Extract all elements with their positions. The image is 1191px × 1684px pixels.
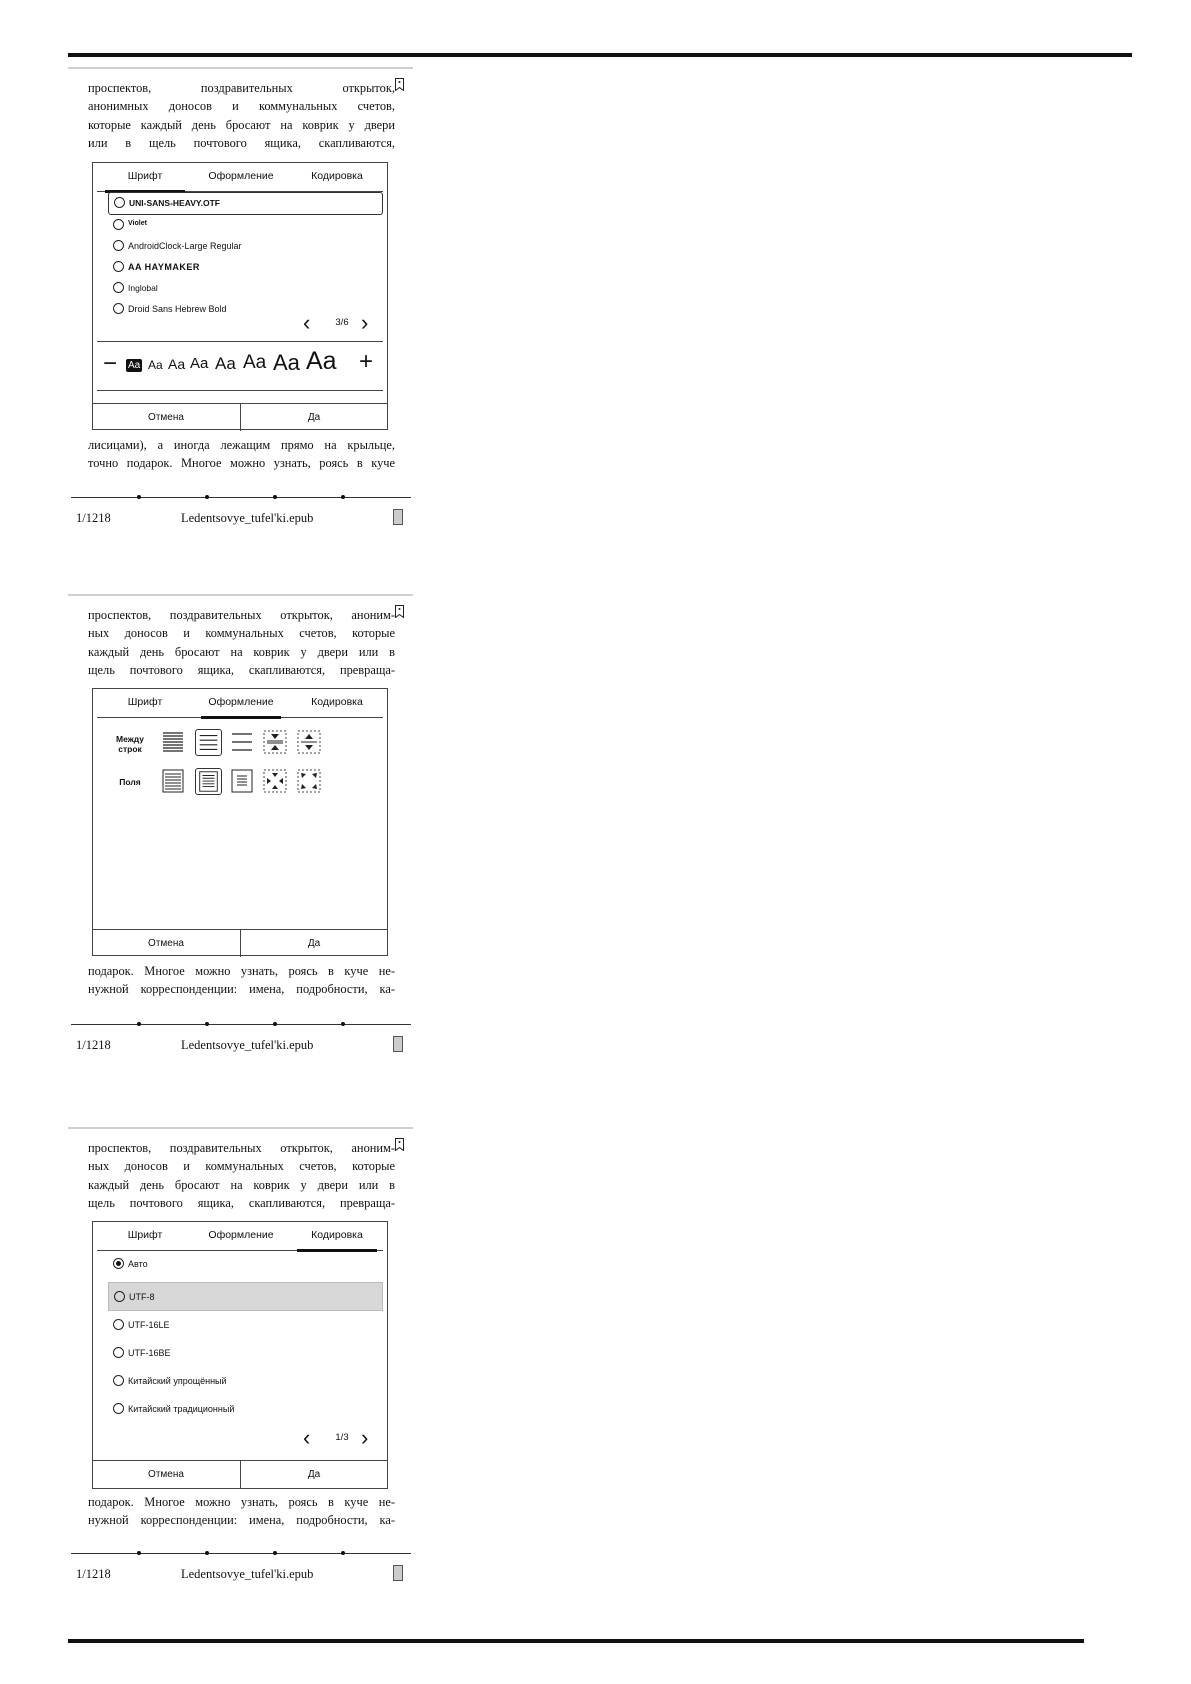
increase-line-spacing-icon[interactable] xyxy=(297,730,321,754)
tab-layout[interactable]: Оформление xyxy=(208,170,274,182)
chevron-right-icon[interactable]: › xyxy=(361,310,369,335)
font-list xyxy=(108,192,383,320)
screen-top-line xyxy=(68,1127,413,1129)
file-name: Ledentsovye_tufel'ki.epub xyxy=(181,1567,314,1581)
reader-screen-encoding xyxy=(68,1127,413,1617)
font-option[interactable]: Inglobal xyxy=(108,278,383,299)
bookmark-icon[interactable] xyxy=(395,78,404,91)
cancel-button[interactable]: Отмена xyxy=(148,412,184,423)
radio-icon xyxy=(114,1291,125,1302)
reading-progress-bar[interactable] xyxy=(71,1024,411,1025)
text-line: щель почтового ящика, скапливаются, превраща- xyxy=(88,1196,395,1211)
chapter-marker xyxy=(341,1551,345,1555)
radio-icon xyxy=(113,1319,124,1330)
margins-large-icon[interactable] xyxy=(230,769,254,793)
text-line: каждый день бросают на коврик у двери или в xyxy=(88,644,395,659)
margins-small-icon[interactable] xyxy=(161,769,185,793)
page-top-rule xyxy=(68,53,1132,57)
dialog-actions xyxy=(93,1460,387,1488)
page-bottom-rule xyxy=(68,1639,1084,1643)
size-option-selected[interactable]: Aa xyxy=(128,360,141,371)
size-option[interactable]: Aa xyxy=(190,355,209,372)
text-line: ных доносов и коммунальных счетов, которые xyxy=(88,1159,395,1174)
tab-encoding[interactable]: Кодировка xyxy=(311,696,363,708)
decrease-margins-icon[interactable] xyxy=(263,769,287,793)
text-line: проспектов, поздравительных открыток, аноним- xyxy=(88,1141,395,1155)
dialog-actions xyxy=(93,403,387,431)
encoding-option[interactable]: UTF-8 xyxy=(108,1282,383,1311)
ok-button[interactable]: Да xyxy=(240,404,387,431)
text-line: нужной корреспонденции: имена, подробности, ка- xyxy=(88,982,395,997)
tab-bar xyxy=(97,1222,383,1251)
encoding-option[interactable]: UTF-16LE xyxy=(108,1311,383,1339)
radio-icon xyxy=(113,219,124,230)
chevron-left-icon[interactable]: ‹ xyxy=(303,1425,311,1450)
bookmark-icon[interactable] xyxy=(395,1138,404,1151)
chapter-marker xyxy=(273,1551,277,1555)
screen-top-line xyxy=(68,594,413,596)
status-footer xyxy=(68,507,413,529)
margins-label: Поля xyxy=(119,777,141,787)
bookmark-icon[interactable] xyxy=(395,605,404,618)
increase-size-button[interactable]: + xyxy=(359,348,374,375)
book-text-top xyxy=(88,606,395,680)
battery-icon xyxy=(393,509,403,525)
encoding-list xyxy=(108,1254,383,1423)
reader-screen-layout xyxy=(68,594,413,1084)
line-spacing-tight-icon[interactable] xyxy=(161,730,185,754)
chevron-right-icon[interactable]: › xyxy=(361,1425,369,1450)
margins-medium-icon[interactable] xyxy=(195,768,222,795)
text-line: нужной корреспонденции: имена, подробности, ка- xyxy=(88,1513,395,1528)
radio-icon xyxy=(113,1375,124,1386)
book-text-top xyxy=(88,1139,395,1213)
font-option[interactable]: AA HAYMAKER xyxy=(108,257,383,278)
font-size-selector xyxy=(97,341,383,391)
text-line: каждый день бросают на коврик у двери или в xyxy=(88,1177,395,1192)
text-line: подарок. Многое можно узнать, роясь в куче не- xyxy=(88,1495,395,1509)
page-number: 1/1218 xyxy=(76,1038,111,1052)
radio-icon xyxy=(113,1347,124,1358)
chapter-marker xyxy=(341,495,345,499)
decrease-size-button[interactable]: − xyxy=(103,350,118,377)
battery-icon xyxy=(393,1036,403,1052)
status-footer xyxy=(68,1563,413,1585)
radio-icon xyxy=(113,240,124,251)
text-line: точно подарок. Многое можно узнать, роясь в куче xyxy=(88,456,395,471)
encoding-option[interactable]: Авто xyxy=(108,1254,383,1282)
chapter-marker xyxy=(205,1022,209,1026)
chapter-marker xyxy=(205,1551,209,1555)
view-settings-dialog xyxy=(92,162,388,430)
ok-button[interactable]: Да xyxy=(240,930,387,957)
radio-icon xyxy=(113,1403,124,1414)
encoding-option[interactable]: Китайский традиционный xyxy=(108,1395,383,1423)
tab-layout[interactable]: Оформление xyxy=(201,696,281,708)
reading-progress-bar[interactable] xyxy=(71,497,411,498)
book-text-top xyxy=(88,79,395,153)
ok-button[interactable]: Да xyxy=(240,1461,387,1488)
tab-bar xyxy=(97,163,383,192)
chapter-marker xyxy=(273,1022,277,1026)
radio-icon xyxy=(113,303,124,314)
cancel-button[interactable]: Отмена xyxy=(148,938,184,949)
tab-font[interactable]: Шрифт xyxy=(127,696,163,708)
font-option[interactable]: Droid Sans Hebrew Bold xyxy=(108,299,383,320)
chapter-marker xyxy=(273,495,277,499)
page-number: 1/1218 xyxy=(76,511,111,525)
text-line: или в щель почтового ящика, скапливаются, xyxy=(88,136,395,151)
text-line: анонимных доносов и коммунальных счетов, xyxy=(88,99,395,114)
chapter-marker xyxy=(341,1022,345,1026)
chapter-marker xyxy=(137,495,141,499)
file-name: Ledentsovye_tufel'ki.epub xyxy=(181,1038,314,1052)
radio-icon xyxy=(113,1258,124,1269)
tab-encoding[interactable]: Кодировка xyxy=(311,170,363,182)
text-line: лисицами), а иногда лежащим прямо на крыльце, xyxy=(88,438,395,452)
tab-bar xyxy=(97,689,383,718)
tab-encoding[interactable]: Кодировка xyxy=(297,1229,377,1241)
font-option[interactable]: UNI-SANS-HEAVY.OTF xyxy=(108,192,383,215)
font-option[interactable]: AndroidClock-Large Regular xyxy=(108,236,383,257)
tab-font[interactable]: Шрифт xyxy=(105,170,185,182)
radio-icon xyxy=(113,282,124,293)
text-line: подарок. Многое можно узнать, роясь в куче не- xyxy=(88,964,395,978)
radio-icon xyxy=(114,197,125,208)
text-line: щель почтового ящика, скапливаются, превраща- xyxy=(88,663,395,678)
line-spacing-label: Между строк xyxy=(116,734,144,754)
font-option[interactable]: Violet xyxy=(108,215,383,236)
cancel-button[interactable]: Отмена xyxy=(148,1469,184,1480)
size-option[interactable]: Aa xyxy=(243,352,267,373)
tab-layout[interactable]: Оформление xyxy=(208,1229,274,1241)
radio-icon xyxy=(113,261,124,272)
book-text-bottom xyxy=(88,1493,395,1530)
size-option[interactable]: Aa xyxy=(215,354,236,373)
pager-count: 3/6 xyxy=(335,317,349,328)
tab-font[interactable]: Шрифт xyxy=(127,1229,163,1241)
line-spacing-wide-icon[interactable] xyxy=(230,730,254,754)
pager xyxy=(303,1425,383,1450)
increase-margins-icon[interactable] xyxy=(297,769,321,793)
text-line: ных доносов и коммунальных счетов, которые xyxy=(88,626,395,641)
reading-progress-bar[interactable] xyxy=(71,1553,411,1554)
book-text-bottom xyxy=(88,436,395,473)
text-line: которые каждый день бросают на коврик у двери xyxy=(88,117,395,132)
battery-icon xyxy=(393,1565,403,1581)
book-text-bottom xyxy=(88,962,395,999)
pager xyxy=(303,310,383,335)
pager-count: 1/3 xyxy=(335,1432,349,1443)
chapter-marker xyxy=(205,495,209,499)
text-line: проспектов, поздравительных открыток, аноним- xyxy=(88,608,395,622)
line-spacing-medium-icon[interactable] xyxy=(195,729,222,756)
screen-top-line xyxy=(68,67,413,69)
page-number: 1/1218 xyxy=(76,1567,111,1581)
encoding-option[interactable]: UTF-16BE xyxy=(108,1339,383,1367)
size-option[interactable]: Aa xyxy=(168,356,186,372)
text-line: проспектов, поздравительных открыток, xyxy=(88,81,395,95)
encoding-option[interactable]: Китайский упрощённый xyxy=(108,1367,383,1395)
file-name: Ledentsovye_tufel'ki.epub xyxy=(181,511,314,525)
decrease-line-spacing-icon[interactable] xyxy=(263,730,287,754)
size-option[interactable]: Aa xyxy=(306,347,337,375)
size-option[interactable]: Aa xyxy=(148,358,163,372)
dialog-actions xyxy=(93,929,387,957)
size-option[interactable]: Aa xyxy=(273,350,300,375)
chapter-marker xyxy=(137,1551,141,1555)
view-settings-dialog xyxy=(92,688,388,956)
reader-screen-font xyxy=(68,67,413,557)
status-footer xyxy=(68,1034,413,1056)
view-settings-dialog xyxy=(92,1221,388,1489)
chevron-left-icon[interactable]: ‹ xyxy=(303,310,311,335)
chapter-marker xyxy=(137,1022,141,1026)
